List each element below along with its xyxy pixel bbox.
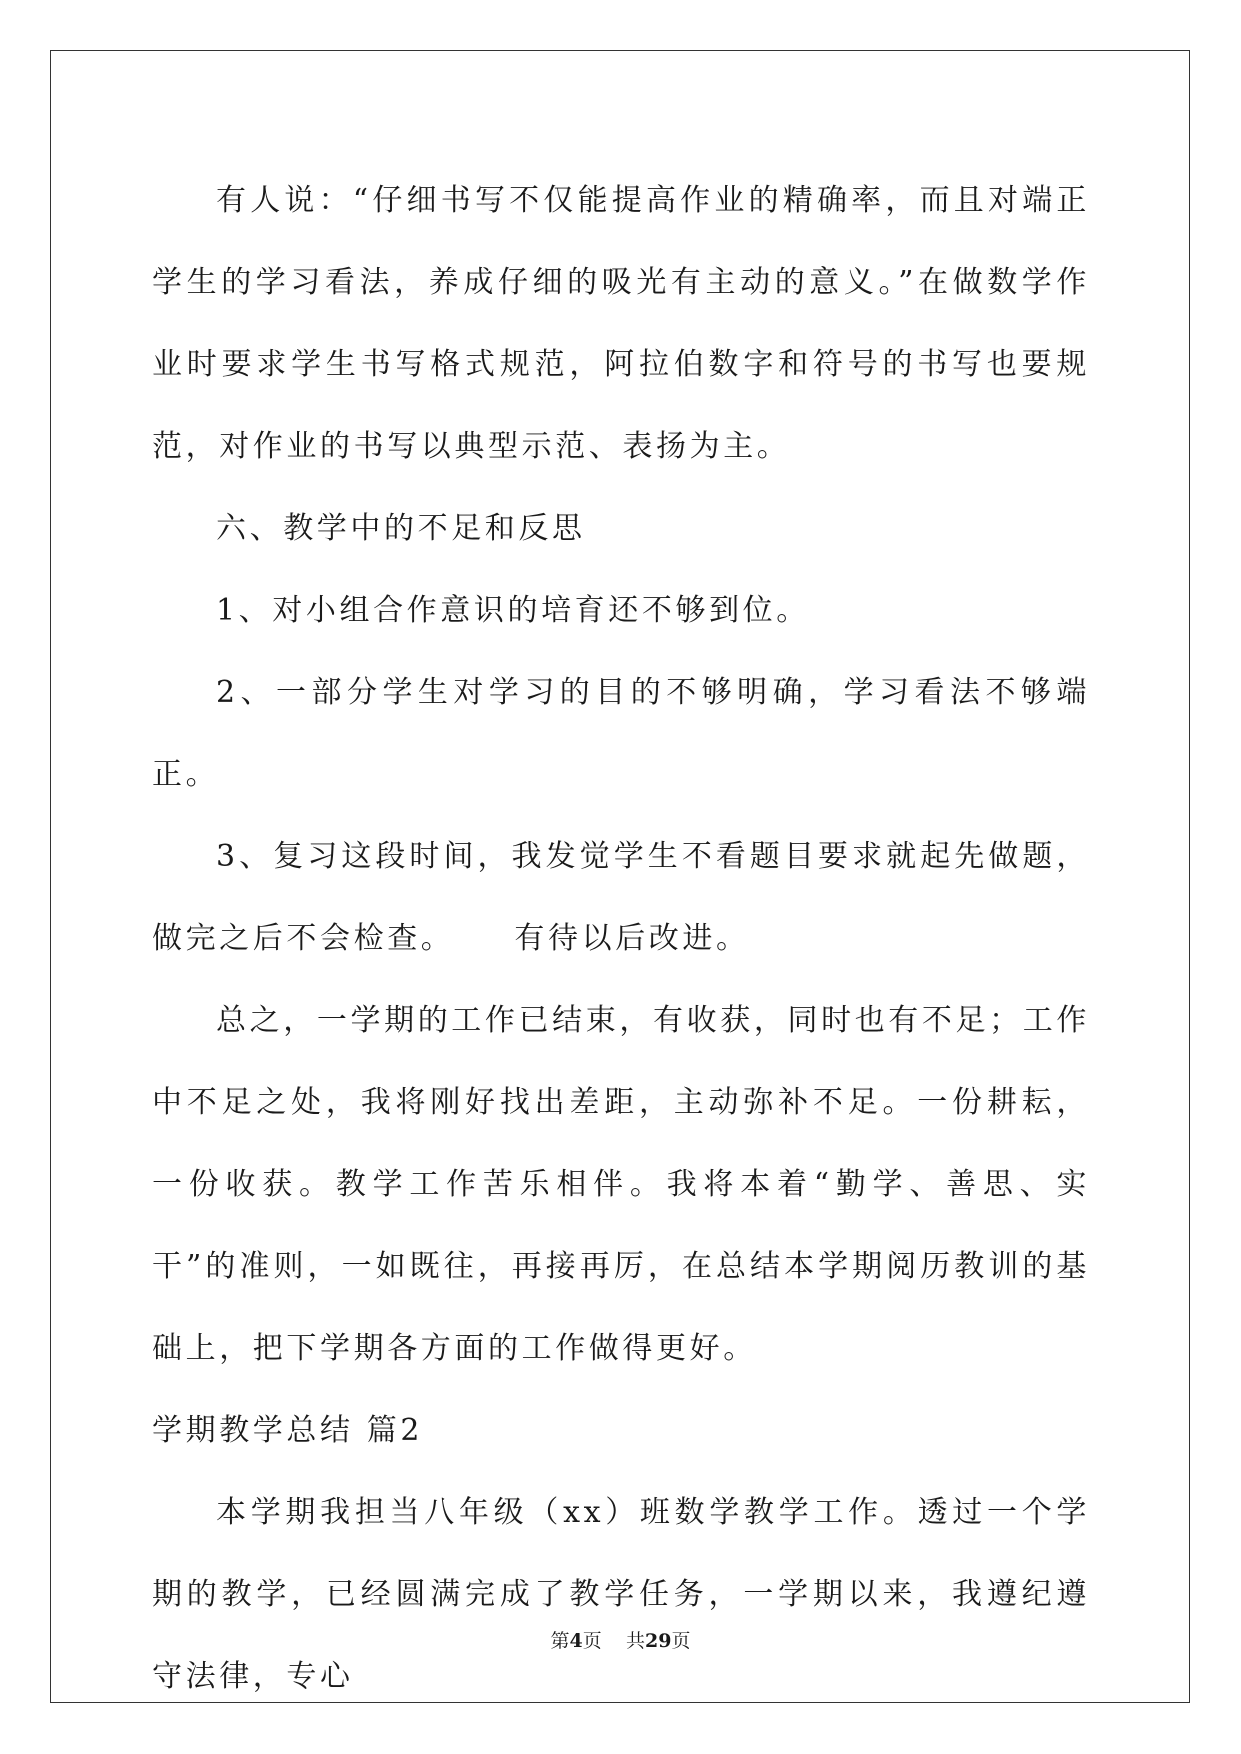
footer-total-unit: 页 [671,1630,691,1652]
section-heading: 学期教学总结 篇2 [152,1413,424,1448]
footer-total-prefix: 共 [625,1630,645,1652]
document-body [152,160,1090,1718]
list-item-1: 1、对小组合作意识的培育还不够到位。 [216,593,810,628]
list-item-3-tail: 有待以后改进。 [514,921,750,956]
paragraph-neat-writing: 有人说：“仔细书写不仅能提高作业的精确率，而且对端正学生的学习看法，养成仔细的吸光有主动的意义。”在做数学作业时要求学生书写格式规范，阿拉伯数字和符号的书写也要规范，对作业的书写以典型示范、表扬为主。 [152,183,1090,464]
paragraph-conclusion: 总之，一学期的工作已结束，有收获，同时也有不足；工作中不足之处，我将刚好找出差距，主动弥补不足。一份耕耘，一份收获。教学工作苦乐相伴。我将本着“勤学、善思、实干”的准则，一如既往，再接再厉，在总结本学期阅历教训的基础上，把下学期各方面的工作做得更好。 [152,1003,1090,1366]
footer-page-unit: 页 [582,1630,602,1652]
list-item-3-text: 3、复习这段时间，我发觉学生不看题目要求就起先做题，做完之后不会检查。 [152,839,1090,956]
section-title-shortcomings: 六、教学中的不足和反思 [216,511,586,546]
footer-prefix: 第 [550,1630,570,1652]
footer-total-pages: 29 [644,1630,672,1652]
list-item-3 [152,816,1090,980]
paragraph-intro-article-2: 本学期我担当八年级（xx）班数学教学工作。透过一个学期的教学，已经圆满完成了教学任务，一学期以来，我遵纪遵守法律，专心 [152,1495,1090,1694]
page-footer [0,1626,1241,1653]
list-item-2: 2、一部分学生对学习的目的不够明确，学习看法不够端正。 [152,675,1090,792]
footer-page-number: 4 [569,1630,583,1652]
